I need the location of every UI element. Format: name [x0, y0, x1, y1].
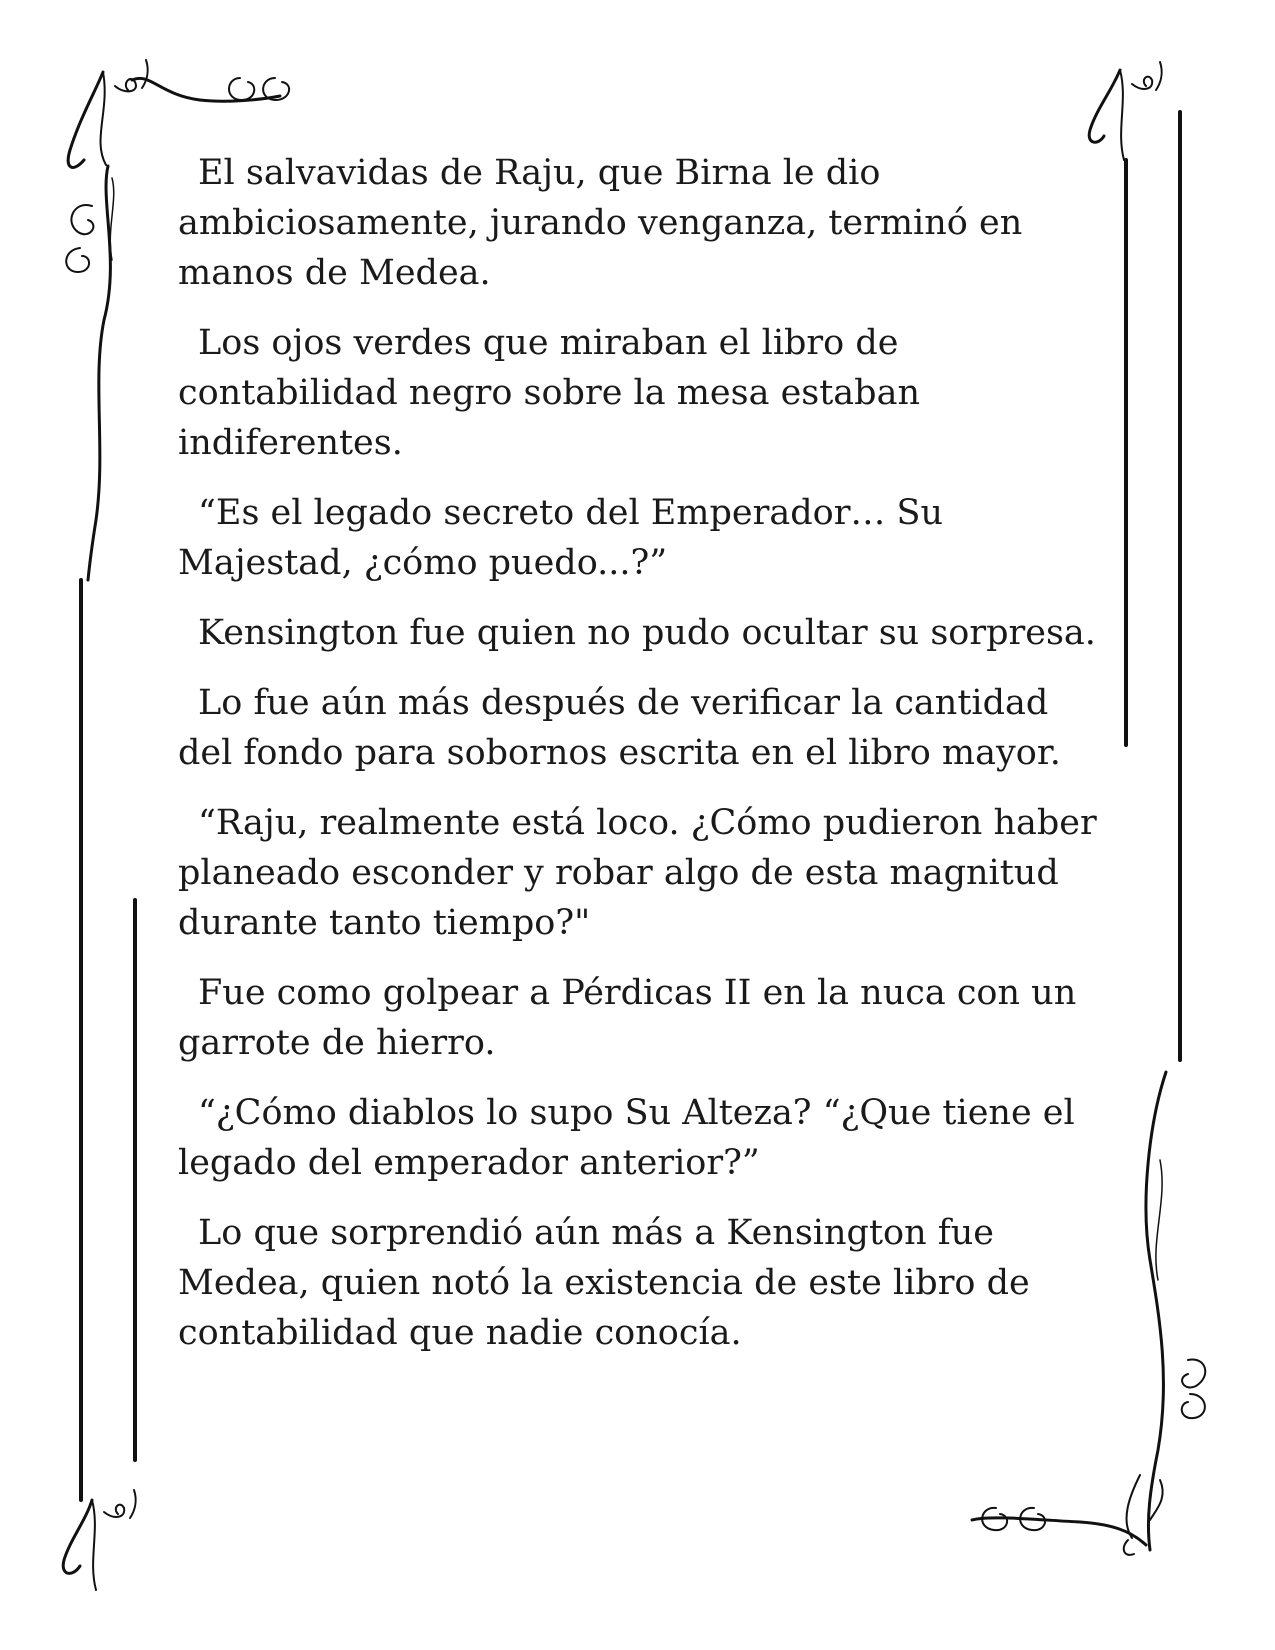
paragraph-1: El salvavidas de Raju, que Birna le dio ambiciosamente, jurando venganza, terminó en manos de Medea. [178, 153, 1023, 293]
left-wavy-line [66, 166, 113, 580]
paragraph-2: Los ojos verdes que miraban el libro de contabilidad negro sobre la mesa estaban indiferentes. [178, 323, 920, 463]
paragraph-8: “¿Cómo diablos lo supo Su Alteza? “¿Que tiene el legado del emperador anterior?” [178, 1093, 1075, 1183]
paragraph-7: Fue como golpear a Pérdicas II en la nuca con un garrote de hierro. [178, 973, 1077, 1063]
bottom-right-flourish [972, 1475, 1163, 1555]
paragraph-6: “Raju, realmente está loco. ¿Cómo pudieron haber planeado esconder y robar algo de esta magnitud durante tanto tiempo?" [178, 803, 1097, 943]
paragraph-3: “Es el legado secreto del Emperador… Su Majestad, ¿cómo puedo...?” [178, 493, 944, 583]
document-body [178, 148, 1098, 1378]
bottom-left-flourish [63, 1490, 135, 1590]
paragraph-4: Kensington fue quien no pudo ocultar su sorpresa. [198, 613, 1096, 653]
paragraph-5: Lo fue aún más después de verificar la cantidad del fondo para sobornos escrita en el libro mayor. [178, 683, 1061, 773]
top-right-flourish [1089, 62, 1161, 160]
paragraph-9: Lo que sorprendió aún más a Kensington fue Medea, quien notó la existencia de este libro de contabilidad que nadie conocía. [178, 1213, 1030, 1353]
right-wavy-line [1146, 1072, 1205, 1550]
